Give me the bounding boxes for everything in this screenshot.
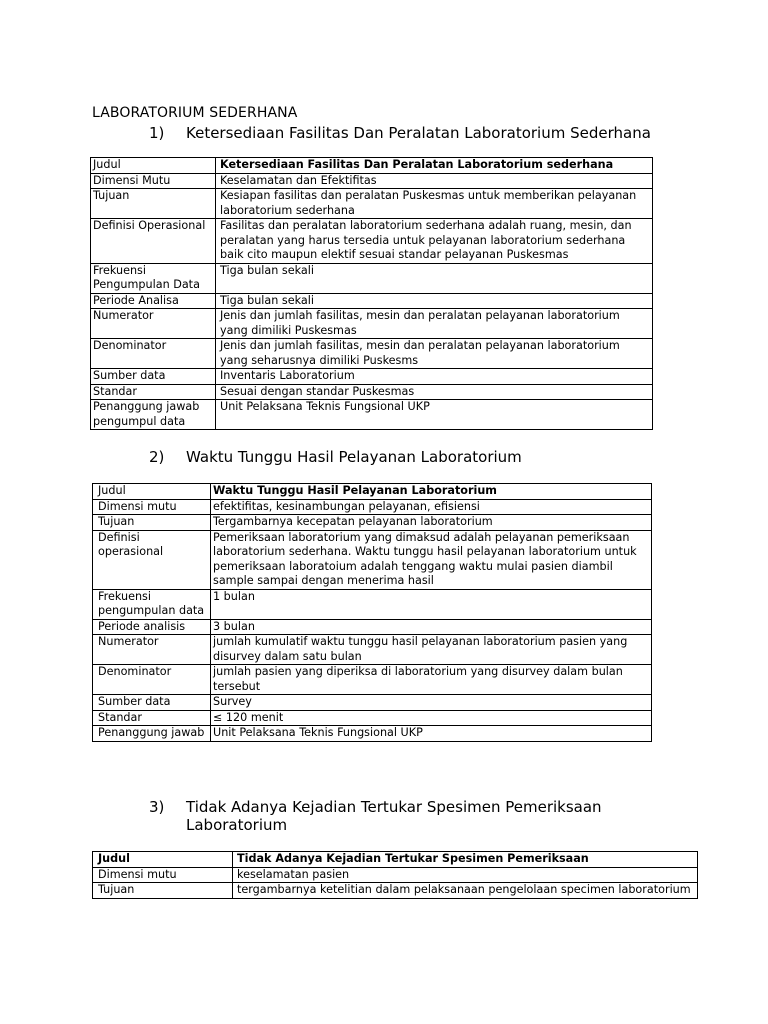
- row-key: Sumber data: [93, 695, 211, 711]
- table-row: [93, 635, 652, 665]
- section-number: 2): [149, 448, 165, 466]
- row-key: Denominator: [91, 339, 216, 369]
- table-row: [91, 189, 653, 219]
- table-row: [93, 665, 652, 695]
- row-key: Periode analisis: [93, 619, 211, 635]
- page-title: LABORATORIUM SEDERHANA: [92, 105, 298, 121]
- row-value: Fasilitas dan peralatan laboratorium sederhana adalah ruang, mesin, dan peralatan yang harus tersedia untuk pelayanan laboratorium sederhana baik cito maupun elektif sesuai standar pelayanan Puskesmas: [216, 219, 653, 264]
- row-value: Tidak Adanya Kejadian Tertukar Spesimen Pemeriksaan: [233, 852, 698, 868]
- indicator-table-2: [92, 483, 652, 742]
- table-row: [93, 867, 698, 883]
- row-value: Sesuai dengan standar Puskesmas: [216, 384, 653, 400]
- table-row: [91, 173, 653, 189]
- row-value: tergambarnya ketelitian dalam pelaksanaan pengelolaan specimen laboratorium: [233, 883, 698, 899]
- table-row: [93, 619, 652, 635]
- row-value: Unit Pelaksana Teknis Fungsional UKP: [211, 726, 652, 742]
- row-value: 3 bulan: [211, 619, 652, 635]
- table-row: [93, 883, 698, 899]
- row-value: Jenis dan jumlah fasilitas, mesin dan peralatan pelayanan laboratorium yang seharusnya dimiliki Puskesms: [216, 339, 653, 369]
- row-key: Standar: [93, 710, 211, 726]
- table-row: [93, 726, 652, 742]
- table-row: [93, 852, 698, 868]
- row-key: Judul: [91, 158, 216, 174]
- row-value: Inventaris Laboratorium: [216, 369, 653, 385]
- table-row: [91, 309, 653, 339]
- section-title: Ketersediaan Fasilitas Dan Peralatan Laboratorium Sederhana: [186, 124, 651, 142]
- row-value: Unit Pelaksana Teknis Fungsional UKP: [216, 400, 653, 430]
- table-row: [93, 695, 652, 711]
- row-value: jumlah pasien yang diperiksa di laboratorium yang disurvey dalam bulan tersebut: [211, 665, 652, 695]
- row-value: 1 bulan: [211, 589, 652, 619]
- table-row: [91, 369, 653, 385]
- section-title-line2: Laboratorium: [186, 816, 288, 834]
- row-key: Standar: [91, 384, 216, 400]
- table-row: [93, 499, 652, 515]
- row-value: ≤ 120 menit: [211, 710, 652, 726]
- row-value: efektifitas, kesinambungan pelayanan, efisiensi: [211, 499, 652, 515]
- row-key: Numerator: [93, 635, 211, 665]
- row-value: Waktu Tunggu Hasil Pelayanan Laboratorium: [211, 484, 652, 500]
- row-key: Penanggung jawab: [93, 726, 211, 742]
- row-key: Denominator: [93, 665, 211, 695]
- row-value: Survey: [211, 695, 652, 711]
- row-key: Tujuan: [93, 515, 211, 531]
- row-value: Tiga bulan sekali: [216, 263, 653, 293]
- row-key: Numerator: [91, 309, 216, 339]
- row-key: Periode Analisa: [91, 293, 216, 309]
- table-row: [93, 515, 652, 531]
- row-key: Tujuan: [93, 883, 233, 899]
- row-value: Keselamatan dan Efektifitas: [216, 173, 653, 189]
- row-key: Definisi Operasional: [91, 219, 216, 264]
- row-key: Penanggung jawab pengumpul data: [91, 400, 216, 430]
- row-value: Pemeriksaan laboratorium yang dimaksud adalah pelayanan pemeriksaan laboratorium sederhana. Waktu tunggu hasil pelayanan laboratorium untuk pemeriksaan laboratoium adalah tenggang waktu mulai pasien diambil sample sampai dengan menerima hasil: [211, 530, 652, 589]
- table-row: [93, 484, 652, 500]
- table-row: [91, 400, 653, 430]
- indicator-table-1: [90, 157, 653, 430]
- row-value: keselamatan pasien: [233, 867, 698, 883]
- table-row: [91, 219, 653, 264]
- row-value: Tiga bulan sekali: [216, 293, 653, 309]
- section-title: Waktu Tunggu Hasil Pelayanan Laboratorium: [186, 448, 522, 466]
- row-value: jumlah kumulatif waktu tunggu hasil pelayanan laboratorium pasien yang disurvey dalam satu bulan: [211, 635, 652, 665]
- indicator-table-3: [92, 851, 698, 899]
- row-key: Judul: [93, 484, 211, 500]
- table-row: [91, 263, 653, 293]
- row-key: Frekuensi Pengumpulan Data: [91, 263, 216, 293]
- row-key: Dimensi mutu: [93, 499, 211, 515]
- section-title: Tidak Adanya Kejadian Tertukar Spesimen Pemeriksaan: [186, 798, 602, 816]
- table-row: [91, 384, 653, 400]
- table-row: [93, 589, 652, 619]
- row-key: Frekuensi pengumpulan data: [93, 589, 211, 619]
- section-number: 3): [149, 798, 165, 816]
- row-key: Judul: [93, 852, 233, 868]
- table-row: [91, 158, 653, 174]
- row-key: Sumber data: [91, 369, 216, 385]
- row-key: Dimensi Mutu: [91, 173, 216, 189]
- table-row: [93, 530, 652, 589]
- table-row: [91, 293, 653, 309]
- row-key: Definisi operasional: [93, 530, 211, 589]
- table-row: [91, 339, 653, 369]
- row-value: Kesiapan fasilitas dan peralatan Puskesmas untuk memberikan pelayanan laboratorium sederhana: [216, 189, 653, 219]
- row-key: Dimensi mutu: [93, 867, 233, 883]
- section-number: 1): [149, 124, 165, 142]
- row-key: Tujuan: [91, 189, 216, 219]
- row-value: Tergambarnya kecepatan pelayanan laboratorium: [211, 515, 652, 531]
- row-value: Ketersediaan Fasilitas Dan Peralatan Laboratorium sederhana: [216, 158, 653, 174]
- row-value: Jenis dan jumlah fasilitas, mesin dan peralatan pelayanan laboratorium yang dimiliki Puskesmas: [216, 309, 653, 339]
- table-row: [93, 710, 652, 726]
